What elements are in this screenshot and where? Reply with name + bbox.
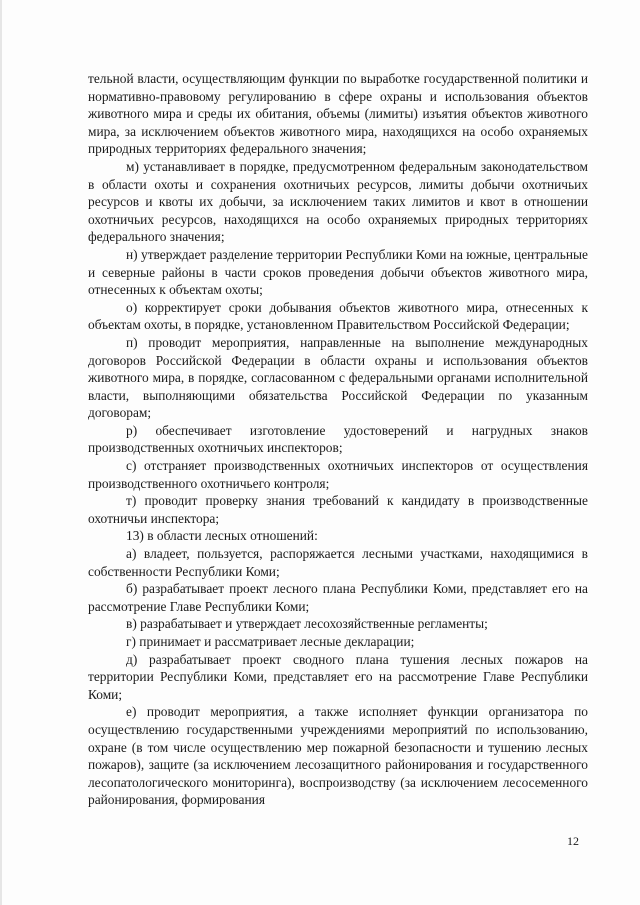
paragraph-item-o: о) корректирует сроки добывания объектов животного мира, отнесенных к объектам охоты, в порядке, установленном Правительством Российской Федерации; [88, 299, 588, 333]
paragraph-item-p: п) проводит мероприятия, направленные на выполнение международных договоров Российской Федерации в области охраны и использования объектов животного мира, в порядке, согласованном с федеральными органами исполнительной власти, выполняющими обязательства Российской Федерации по указанным договорам; [88, 334, 588, 421]
section-heading-13: 13) в области лесных отношений: [126, 528, 318, 544]
scan-edge [0, 0, 2, 905]
page-number: 12 [567, 834, 579, 848]
paragraph-item-a: а) владеет, пользуется, распоряжается лесными участками, находящимися в собственности Республики Коми; [88, 546, 588, 579]
paragraph-item-v: в) разрабатывает и утверждает лесохозяйственные регламенты; [126, 616, 488, 632]
paragraph-item-g: г) принимает и рассматривает лесные декларации; [126, 634, 415, 649]
paragraph-item-e: е) проводит мероприятия, а также исполняет функции организатора по осуществлению государственными учреждениями мероприятий по использованию, охране (в том числе осуществлению мер пожарной безопасности и тушению лесных пожаров), защите (за исключением лесозащитного районирования и государственного лесопатологического мониторинга), воспроизводству (за исключением лесосеменного районирования, формирования [88, 704, 588, 808]
paragraph-item-s: с) отстраняет производственных охотничьих инспекторов от осуществления производственного охотничьего контроля; [88, 458, 588, 491]
paragraph-item-m: м) устанавливает в порядке, предусмотренном федеральным законодательством в области охоты и сохранения охотничьих ресурсов, лимиты добычи охотничьих ресурсов и квоты их добычи, за исключением таких лимитов и квот в отношении охотничьих ресурсов, находящихся на особо охраняемых природных территориях федерального значения; [88, 158, 588, 245]
paragraph-item-b: б) разрабатывает проект лесного плана Республики Коми, представляет его на рассмотрение Главе Республики Коми; [88, 581, 588, 614]
document-body [88, 70, 588, 809]
paragraph-item-r: р) обеспечивает изготовление удостоверений и нагрудных знаков производственных охотничьих инспекторов; [88, 422, 588, 456]
paragraph-continuation: тельной власти, осуществляющим функции по выработке государственной политики и нормативно-правовому регулированию в сфере охраны и использования объектов животного мира и среды их обитания, объемы (лимиты) изъятия объектов животного мира, за исключением объектов животного мира, находящихся на особо охраняемых природных территориях федерального значения; [88, 71, 588, 157]
paragraph-item-t: т) проводит проверку знания требований к кандидату в производственные охотничьи инспектора; [88, 493, 588, 526]
paragraph-item-n: н) утверждает разделение территории Республики Коми на южные, центральные и северные районы в части сроков проведения добычи объектов животного мира, отнесенных к объектам охоты; [88, 246, 588, 298]
paragraph-item-d: д) разрабатывает проект сводного плана тушения лесных пожаров на территории Республики Коми, представляет его на рассмотрение Главе Республики Коми; [88, 651, 588, 702]
